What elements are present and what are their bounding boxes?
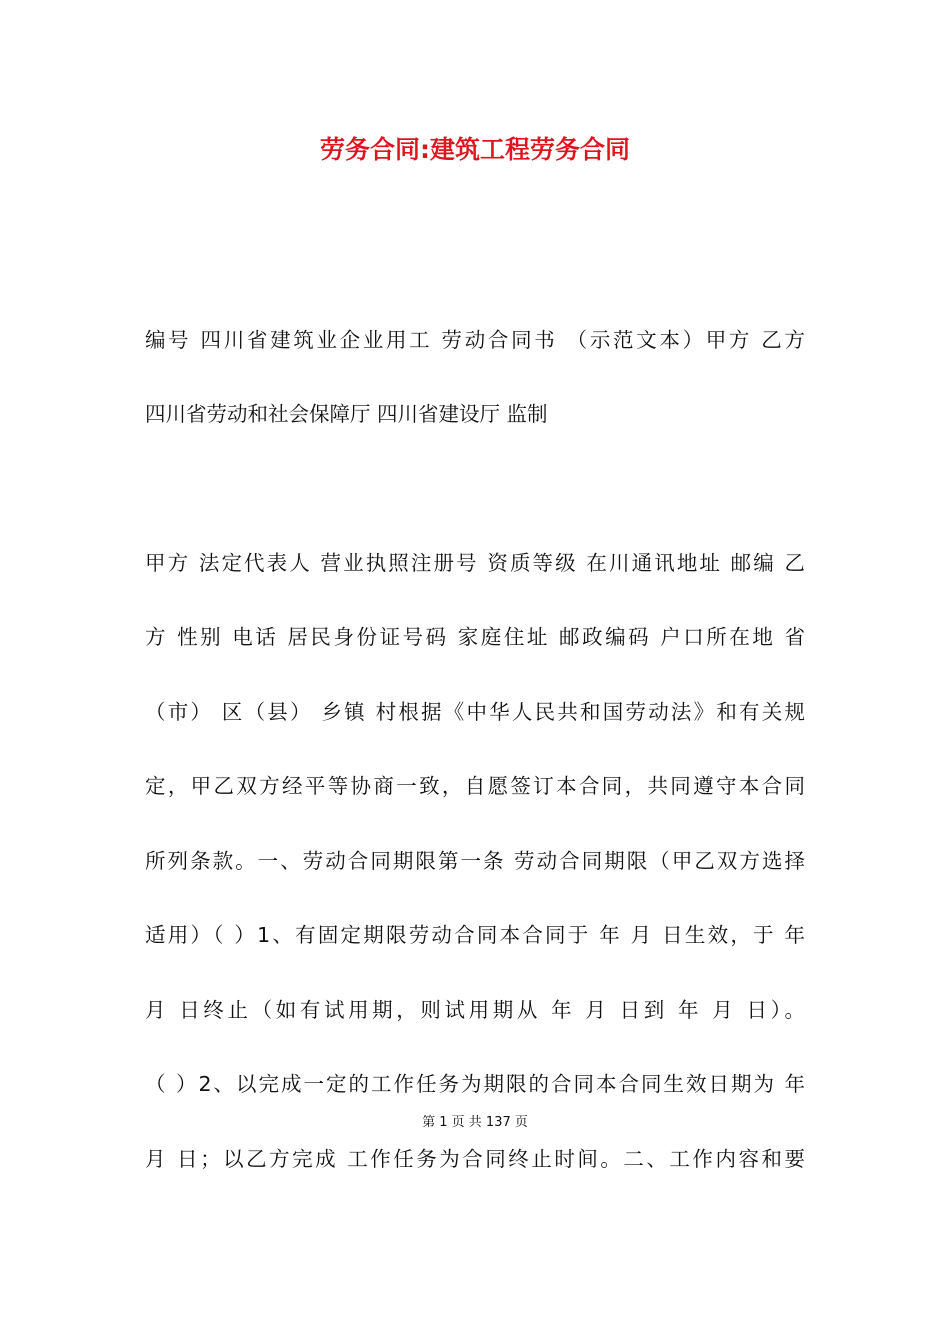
text-line-11: 月 日；以乙方完成 工作任务为合同终止时间。二、工作内容和要 bbox=[145, 1147, 805, 1171]
text-line-8: 适用）（ ）1、有固定期限劳动合同本合同于 年 月 日生效，于 年 bbox=[145, 923, 805, 947]
document-title: 劳务合同:建筑工程劳务合同 bbox=[320, 135, 630, 164]
text-line-2: 四川省劳动和社会保障厅 四川省建设厅 监制 bbox=[145, 402, 548, 426]
text-line-1: 编号 四川省建筑业企业用工 劳动合同书 （示范文本）甲方 乙方 bbox=[145, 328, 805, 352]
page-number-footer: 第 1 页 共 137 页 bbox=[422, 1115, 528, 1130]
text-line-6: 定，甲乙双方经平等协商一致，自愿签订本合同，共同遵守本合同 bbox=[145, 774, 805, 798]
text-line-5: （市） 区（县） 乡镇 村根据《中华人民共和国劳动法》和有关规 bbox=[145, 700, 805, 724]
text-line-3: 甲方 法定代表人 营业执照注册号 资质等级 在川通讯地址 邮编 乙 bbox=[145, 551, 805, 575]
text-line-7: 所列条款。一、劳动合同期限第一条 劳动合同期限（甲乙双方选择 bbox=[145, 849, 805, 873]
text-line-4: 方 性别 电话 居民身份证号码 家庭住址 邮政编码 户口所在地 省 bbox=[145, 625, 805, 649]
text-line-10: （ ）2、以完成一定的工作任务为期限的合同本合同生效日期为 年 bbox=[145, 1072, 805, 1096]
text-line-9: 月 日终止（如有试用期，则试用期从 年 月 日到 年 月 日）。 bbox=[145, 998, 805, 1022]
